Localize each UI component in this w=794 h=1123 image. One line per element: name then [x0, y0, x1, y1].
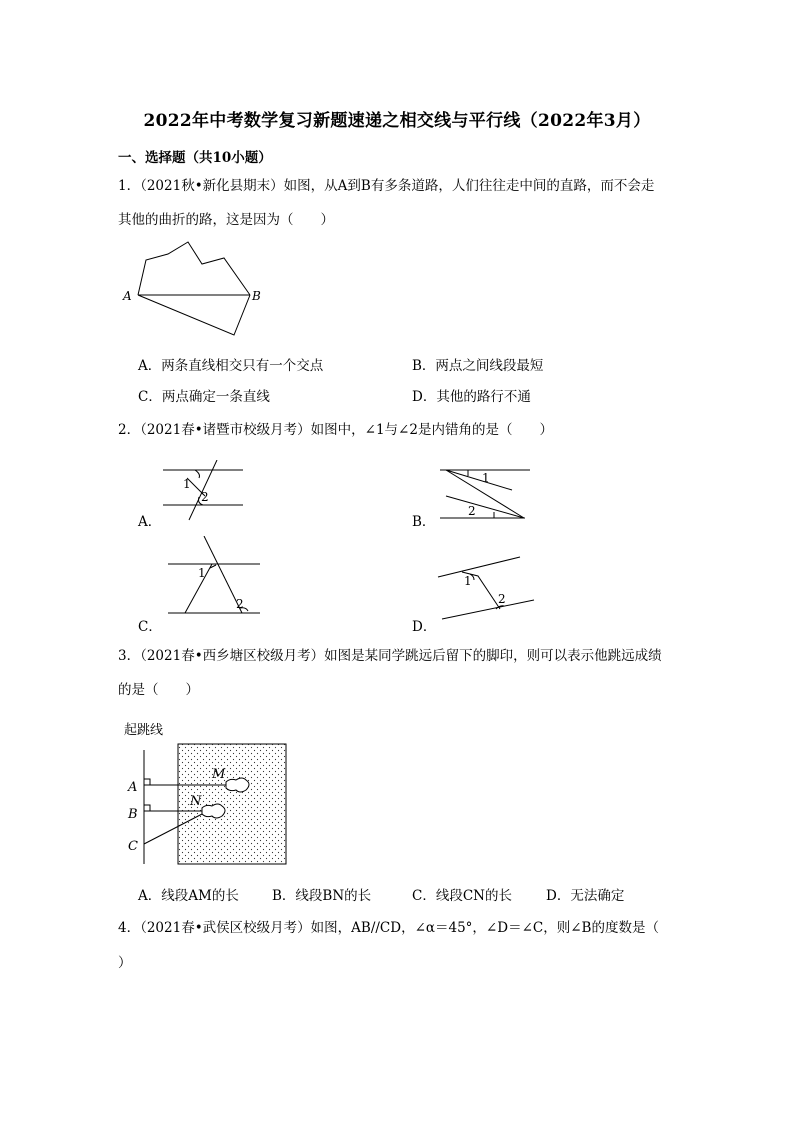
q2c-angle-2-label: 2: [236, 597, 244, 611]
q1-option-a[interactable]: A．两条直线相交只有一个交点: [138, 358, 324, 374]
q1-upper-path: [138, 242, 250, 295]
question-1-line-1: 1．（2021秋•新化县期末）如图，从A到B有多条道路，人们往往走中间的直路，而不会走: [118, 178, 655, 194]
q3-option-d[interactable]: D．无法确定: [546, 888, 625, 904]
q1-option-d[interactable]: D．其他的路行不通: [412, 389, 531, 405]
q3-point-m-label: M: [212, 767, 226, 782]
question-2-line-1: 2．（2021春•诸暨市校级月考）如图中，∠1与∠2是内错角的是（ ）: [118, 422, 553, 438]
q2-figure-b: [430, 462, 540, 524]
q2-option-d[interactable]: D．: [412, 619, 437, 635]
q3-footprint-n: [202, 804, 225, 818]
q3-long-jump-figure: [118, 716, 293, 868]
q1-point-a-label: A: [123, 289, 132, 303]
q3-option-b[interactable]: B．线段BN的长: [272, 888, 372, 904]
section-heading: 一、选择题（共10小题）: [118, 150, 272, 166]
q2c-angle-1-label: 1: [198, 566, 206, 580]
document-title: 2022年中考数学复习新题速递之相交线与平行线（2022年3月）: [143, 111, 651, 131]
q2-option-a[interactable]: A．: [138, 514, 162, 530]
question-4-line-1: 4．（2021春•武侯区校级月考）如图，AB//CD，∠α＝45°，∠D＝∠C，则∠B的度数是（: [118, 920, 659, 936]
question-3-line-1: 3．（2021春•西乡塘区校级月考）如图是某同学跳远后留下的脚印，则可以表示他跳远成绩: [118, 648, 662, 664]
q2-figure-c: [160, 536, 270, 616]
q2-figure-d: [434, 553, 544, 623]
q3-point-c-label: C: [128, 839, 138, 854]
q2d-angle-1-label: 1: [464, 574, 472, 588]
q2-figure-a: [155, 460, 275, 525]
q1-option-b[interactable]: B．两点之间线段最短: [412, 358, 544, 374]
q3-takeoff-line-label: 起跳线: [124, 723, 164, 738]
q3-option-c[interactable]: C．线段CN的长: [412, 888, 512, 904]
q2a-angle-1-label: 1: [183, 477, 191, 491]
q1-option-c[interactable]: C．两点确定一条直线: [138, 389, 270, 405]
question-4-line-2: ）: [118, 955, 132, 971]
q1-point-b-label: B: [252, 289, 261, 303]
question-3-line-2: 的是（ ）: [118, 682, 199, 698]
q2a-angle-2-label: 2: [201, 490, 209, 504]
q2-option-c[interactable]: C．: [138, 619, 162, 635]
question-1-line-2: 其他的曲折的路，这是因为（ ）: [118, 212, 334, 228]
q3-point-n-label: N: [190, 794, 202, 809]
q2b-angle-1-label: 1: [482, 471, 490, 485]
q3-point-a-label: A: [128, 780, 138, 795]
q1-lower-path: [138, 295, 250, 335]
q2-option-b[interactable]: B．: [412, 514, 436, 530]
q2d-angle-2-label: 2: [498, 592, 506, 606]
q3-option-a[interactable]: A．线段AM的长: [138, 888, 239, 904]
q3-footprint-m: [226, 778, 249, 792]
q1-paths-figure: [118, 240, 278, 340]
q2b-angle-2-label: 2: [468, 504, 476, 518]
q3-point-b-label: B: [128, 807, 138, 822]
